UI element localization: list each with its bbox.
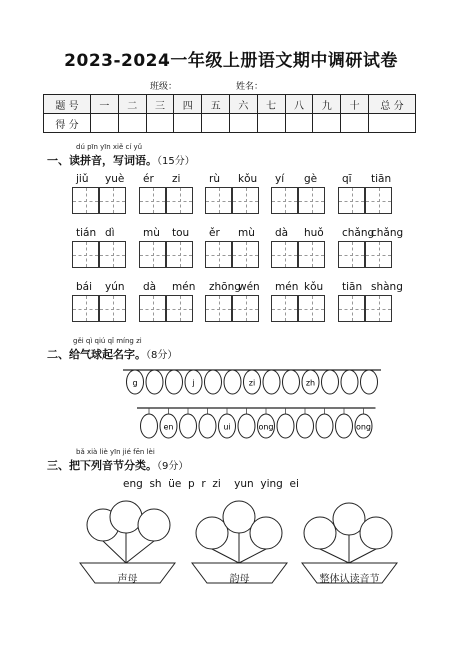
balloon[interactable] [180,414,197,438]
writing-box[interactable] [99,187,126,214]
class-label: 班级： [150,82,178,92]
word-pinyin-2: kǒu [238,173,258,185]
section3-title-text: 三、把下列音节分类。 [47,459,157,472]
writing-box[interactable] [298,295,325,322]
writing-box[interactable] [271,187,298,214]
score-header-cell: 题 号 [44,95,91,114]
score-row-label: 得 分 [44,114,91,133]
section2-pinyin: gěi qì qiú qǐ míng zi [73,337,142,345]
word-pinyin-1: yí [275,173,285,185]
word-pinyin-2: yún [105,281,125,293]
balloon-label: zh [305,378,316,388]
word-pinyin-1: zhōng [209,281,241,293]
score-input-cell[interactable] [313,114,341,133]
writing-box[interactable] [232,295,259,322]
balloon-label: ui [223,422,231,432]
writing-box[interactable] [365,295,392,322]
word-pinyin-1: dà [275,227,289,239]
word-pinyin-2: tou [172,227,190,239]
word-pinyin-2: mù [238,227,255,239]
category-whole-syllables: 整体认读音节 [319,574,380,585]
writing-box[interactable] [232,241,259,268]
score-header-cell: 十 [341,95,369,114]
balloon[interactable] [166,370,183,394]
section3-title [47,457,188,473]
score-input-cell[interactable] [118,114,146,133]
balloon[interactable] [336,414,353,438]
writing-box[interactable] [232,187,259,214]
writing-box[interactable] [338,187,365,214]
flower-circle [250,517,282,549]
balloon[interactable] [146,370,163,394]
writing-box[interactable] [166,241,193,268]
balloon-label: j [192,378,195,388]
balloon-label: ong [355,422,372,432]
score-input-cell[interactable] [285,114,313,133]
word-pinyin-1: chǎng [342,227,375,239]
word-pinyin-1: rù [209,173,220,185]
section3-pinyin: bǎ xià liè yīn jié fēn lèi [76,448,155,456]
score-input-cell[interactable] [229,114,257,133]
word-pinyin-1: jiǔ [76,173,89,185]
writing-box[interactable] [205,187,232,214]
score-input-cell[interactable] [91,114,119,133]
word-pinyin-2: mén [172,281,196,293]
balloon[interactable] [297,414,314,438]
balloon-label: ong [258,422,274,432]
writing-box[interactable] [139,241,166,268]
section3-points: （9分） [157,461,189,472]
balloon[interactable] [199,414,216,438]
word-pinyin-2: gè [304,173,318,185]
score-header-cell: 一 [91,95,119,114]
word-pinyin-2: yuè [105,173,125,185]
score-header-cell: 五 [202,95,230,114]
section1-pinyin: dú pīn yīn xiě cí yǔ [76,143,143,151]
flower-circle [304,517,336,549]
balloon[interactable] [322,370,339,394]
balloon[interactable] [205,370,222,394]
writing-box[interactable] [365,187,392,214]
score-header-cell: 四 [174,95,202,114]
score-input-cell[interactable] [174,114,202,133]
balloon[interactable] [361,370,378,394]
writing-box[interactable] [166,295,193,322]
writing-box[interactable] [365,241,392,268]
balloon-row-2 [137,408,376,438]
score-header-cell: 总 分 [369,95,416,114]
word-pinyin-2: wén [238,281,260,293]
name-label: 姓名： [236,82,264,92]
score-header-cell: 八 [285,95,313,114]
word-pinyin-2: huǒ [304,227,324,239]
writing-box[interactable] [338,241,365,268]
score-table [43,94,416,133]
word-pinyin-1: qī [342,173,352,185]
word-pinyin-2: dì [105,227,115,239]
writing-box[interactable] [99,295,126,322]
balloon[interactable] [316,414,333,438]
flower-circle [138,509,170,541]
balloon-area [0,360,462,450]
score-header-cell: 三 [146,95,174,114]
score-input-cell[interactable] [202,114,230,133]
writing-box[interactable] [72,295,99,322]
syllable-list: eng sh üe p r zi yun ying ei [123,478,299,490]
writing-box[interactable] [72,241,99,268]
score-header-cell: 二 [118,95,146,114]
balloon-label: g [132,378,138,388]
balloon[interactable] [283,370,300,394]
word-pinyin-2: kǒu [304,281,324,293]
writing-box[interactable] [298,187,325,214]
word-pinyin-2: chǎng [371,227,404,239]
word-pinyin-1: ěr [209,227,220,239]
score-header-cell: 七 [257,95,285,114]
section1-title [47,152,195,168]
writing-box[interactable] [139,187,166,214]
score-header-row [44,95,416,114]
score-input-cell[interactable] [146,114,174,133]
word-pinyin-1: bái [76,281,93,293]
balloon[interactable] [263,370,280,394]
writing-box[interactable] [139,295,166,322]
flower-circle [196,517,228,549]
word-pinyin-1: mù [143,227,160,239]
category-finals: 韵母 [229,574,250,585]
word-pinyin-2: tiān [371,173,392,185]
balloon-label: zi [248,378,256,388]
page-title: 2023-2024一年级上册语文期中调研试卷 [64,51,398,71]
category-initials: 声母 [117,574,138,585]
balloon-row-1 [123,370,381,394]
score-header-cell: 九 [313,95,341,114]
writing-box[interactable] [205,241,232,268]
section1-points: （15分） [157,156,195,167]
writing-box[interactable] [271,241,298,268]
score-input-cell[interactable] [341,114,369,133]
word-pinyin-2: zi [172,173,181,185]
score-value-row [44,114,416,133]
section1-title-text: 一、读拼音，写词语。 [47,154,157,167]
writing-box[interactable] [99,241,126,268]
balloon[interactable] [238,414,255,438]
score-input-cell[interactable] [369,114,416,133]
writing-box[interactable] [205,295,232,322]
flower-circle [360,517,392,549]
balloon[interactable] [141,414,158,438]
word-pinyin-1: dà [143,281,157,293]
flower-circle [223,501,255,533]
score-header-cell: 六 [229,95,257,114]
word-pinyin-1: ér [143,173,154,185]
word-pinyin-2: shàng [371,281,403,293]
writing-box[interactable] [271,295,298,322]
balloon[interactable] [277,414,294,438]
writing-box[interactable] [72,187,99,214]
writing-box[interactable] [166,187,193,214]
section2-points: （8分） [146,350,178,361]
word-pinyin-1: tiān [342,281,363,293]
writing-box[interactable] [338,295,365,322]
word-pinyin-1: mén [275,281,299,293]
balloon[interactable] [224,370,241,394]
flower-circle [110,501,142,533]
writing-box[interactable] [298,241,325,268]
balloon[interactable] [341,370,358,394]
word-pinyin-1: tián [76,227,97,239]
score-input-cell[interactable] [257,114,285,133]
section2-title-text: 二、给气球起名字。 [47,348,146,361]
balloon-label: en [163,422,174,432]
